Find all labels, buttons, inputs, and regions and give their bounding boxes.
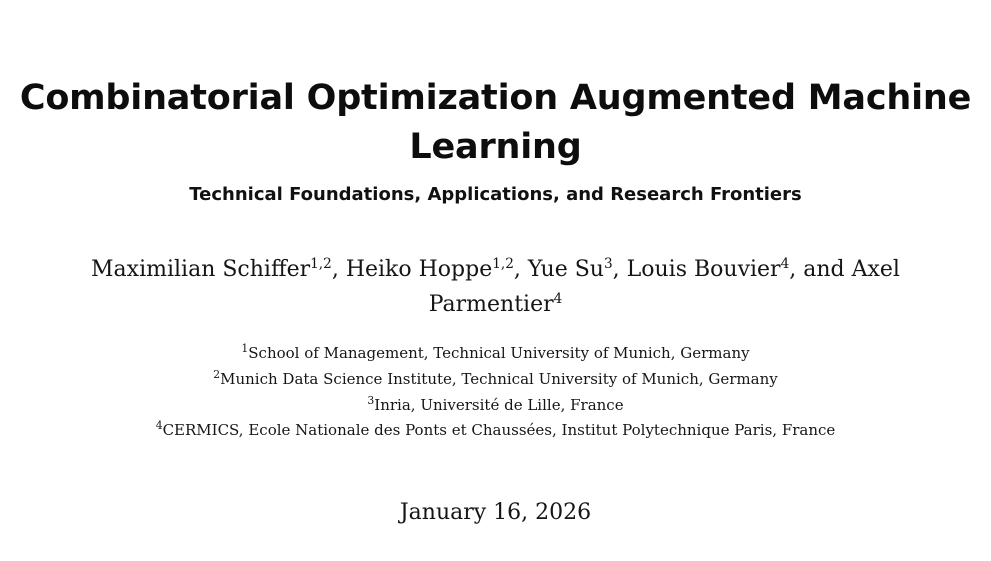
author-list-line-2: [0, 289, 991, 321]
affiliation-line: [0, 342, 991, 364]
paper-title-line-2: Learning: [409, 127, 582, 167]
author-separator: , and Axel: [789, 257, 900, 282]
affiliation-marker: 3: [367, 394, 375, 407]
paper-subtitle: Technical Foundations, Applications, and Research Frontiers: [189, 184, 802, 205]
author-list-line-1: [0, 254, 991, 286]
author-name: Yue Su: [527, 257, 604, 282]
paper-date: January 16, 2026: [399, 500, 592, 525]
author-affiliation-marker: 1,2: [310, 255, 332, 272]
affiliation-line: [0, 394, 991, 416]
author-name: Louis Bouvier: [626, 257, 781, 282]
author-affiliation-marker: 4: [553, 290, 563, 307]
author-separator: ,: [513, 257, 528, 282]
affiliation-text: CERMICS, Ecole Nationale des Ponts et Chaussées, Institut Polytechnique Paris, France: [162, 421, 836, 439]
author-affiliation-marker: 3: [603, 255, 613, 272]
affiliation-marker: 1: [241, 342, 249, 355]
author-affiliation-marker: 1,2: [492, 255, 514, 272]
affiliation-marker: 2: [213, 368, 221, 381]
affiliation-line: [0, 419, 991, 441]
author-name: Maximilian Schiffer: [91, 257, 311, 282]
affiliation-text: Munich Data Science Institute, Technical University of Munich, Germany: [220, 370, 778, 388]
affiliation-text: School of Management, Technical University of Munich, Germany: [248, 344, 750, 362]
affiliation-text: Inria, Université de Lille, France: [374, 396, 624, 414]
paper-title-line-1: Combinatorial Optimization Augmented Machine: [19, 78, 972, 118]
affiliation-line: [0, 368, 991, 390]
affiliation-marker: 4: [155, 419, 163, 432]
author-name: Parmentier: [428, 292, 554, 317]
author-name: Heiko Hoppe: [345, 257, 493, 282]
author-separator: ,: [331, 257, 346, 282]
author-separator: ,: [612, 257, 627, 282]
author-affiliation-marker: 4: [780, 255, 790, 272]
